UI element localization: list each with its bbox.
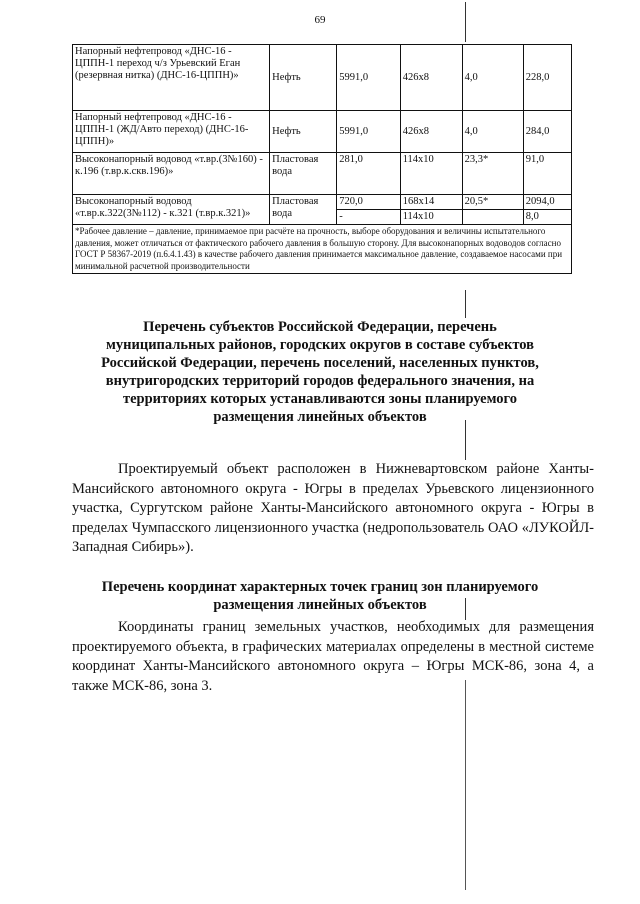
length-cell: 284,0: [523, 111, 571, 153]
diameter-cell: 168x14: [400, 195, 462, 210]
pipeline-table: [72, 44, 572, 274]
wear-cell: 4,0: [462, 111, 523, 153]
length-cell: 228,0: [523, 45, 571, 111]
scan-artifact-line: [465, 290, 466, 318]
pipeline-name-cell: Высоконапорный водовод «т.вр.(3№160) - к.196 (т.вр.к.скв.196)»: [73, 153, 270, 195]
pressure-cell: 720,0: [337, 195, 400, 210]
medium-cell: Пластовая вода: [270, 153, 337, 195]
pressure-cell: 5991,0: [337, 111, 400, 153]
length-cell: 8,0: [523, 210, 571, 225]
table-row: [73, 153, 572, 195]
table-row: [73, 45, 572, 111]
medium-cell: Пластовая вода: [270, 195, 337, 225]
wear-cell: 23,3*: [462, 153, 523, 195]
diameter-cell: 426x8: [400, 111, 462, 153]
table-footnote: *Рабочее давление – давление, принимаемое при расчёте на прочность, выборе оборудования и величины испытательного давления, может отличаться от фактического рабочего давления в большую сторону. Для высоконапорных водоводов согласно ГОСТ Р 58367-2019 (п.6.4.1.43) в качестве рабочего давления принимается максимальное давление, создаваемое насосами при минимальной расчетной производительности: [73, 225, 572, 274]
length-cell: 91,0: [523, 153, 571, 195]
diameter-cell: 114x10: [400, 153, 462, 195]
pressure-cell: 281,0: [337, 153, 400, 195]
section-heading: Перечень субъектов Российской Федерации, перечень муниципальных районов, городских округов в составе субъектов Российской Федерации, перечень поселений, населенных пунктов, внутригородских территорий городов федерального значения, на территориях которых устанавливаются зоны планируемого размещения линейных объектов: [101, 319, 539, 425]
pipeline-name-cell: Напорный нефтепровод «ДНС-16 - ЦППН-1 (ЖД/Авто переход) (ДНС-16-ЦППН)»: [73, 111, 270, 153]
wear-cell: [462, 210, 523, 225]
medium-cell: Нефть: [270, 111, 337, 153]
section-heading: Перечень координат характерных точек границ зон планируемого размещения линейных объектов: [101, 579, 539, 613]
section-paragraph: Координаты границ земельных участков, необходимых для размещения проектируемого объекта, в графических материалах определены в местной системе координат Ханты-Мансийского автономного округа – Югры МСК-86, зона 4, а также МСК-86, зона 3.: [72, 619, 594, 694]
scan-artifact-line: [465, 420, 466, 460]
table-row: [73, 195, 572, 210]
page-number: 69: [314, 14, 326, 26]
pipeline-name-cell: Напорный нефтепровод «ДНС-16 - ЦППН-1 переход ч/з Урьевский Еган (резервная нитка) (ДНС-16-ЦППН)»: [73, 45, 270, 111]
pipeline-name-cell: Высоконапорный водовод «т.вр.к.322(3№112) - к.321 (т.вр.к.321)»: [73, 195, 270, 225]
length-cell: 2094,0: [523, 195, 571, 210]
wear-cell: 4,0: [462, 45, 523, 111]
pressure-cell: -: [337, 210, 400, 225]
pressure-cell: 5991,0: [337, 45, 400, 111]
diameter-cell: 114x10: [400, 210, 462, 225]
table-row: [73, 111, 572, 153]
section-paragraph: Проектируемый объект расположен в Нижневартовском районе Ханты-Мансийского автономного округа - Югры в пределах Урьевского лицензионного участка, Сургутском районе Ханты-Мансийского автономного округа - Югры в пределах Чумпасского лицензионного участка (недропользователь ОАО «ЛУКОЙЛ-Западная Сибирь»).: [72, 461, 594, 555]
medium-cell: Нефть: [270, 45, 337, 111]
scan-artifact-line: [465, 2, 466, 42]
scan-artifact-line: [465, 680, 466, 890]
wear-cell: 20,5*: [462, 195, 523, 210]
diameter-cell: 426x8: [400, 45, 462, 111]
table-footnote-row: [73, 225, 572, 274]
